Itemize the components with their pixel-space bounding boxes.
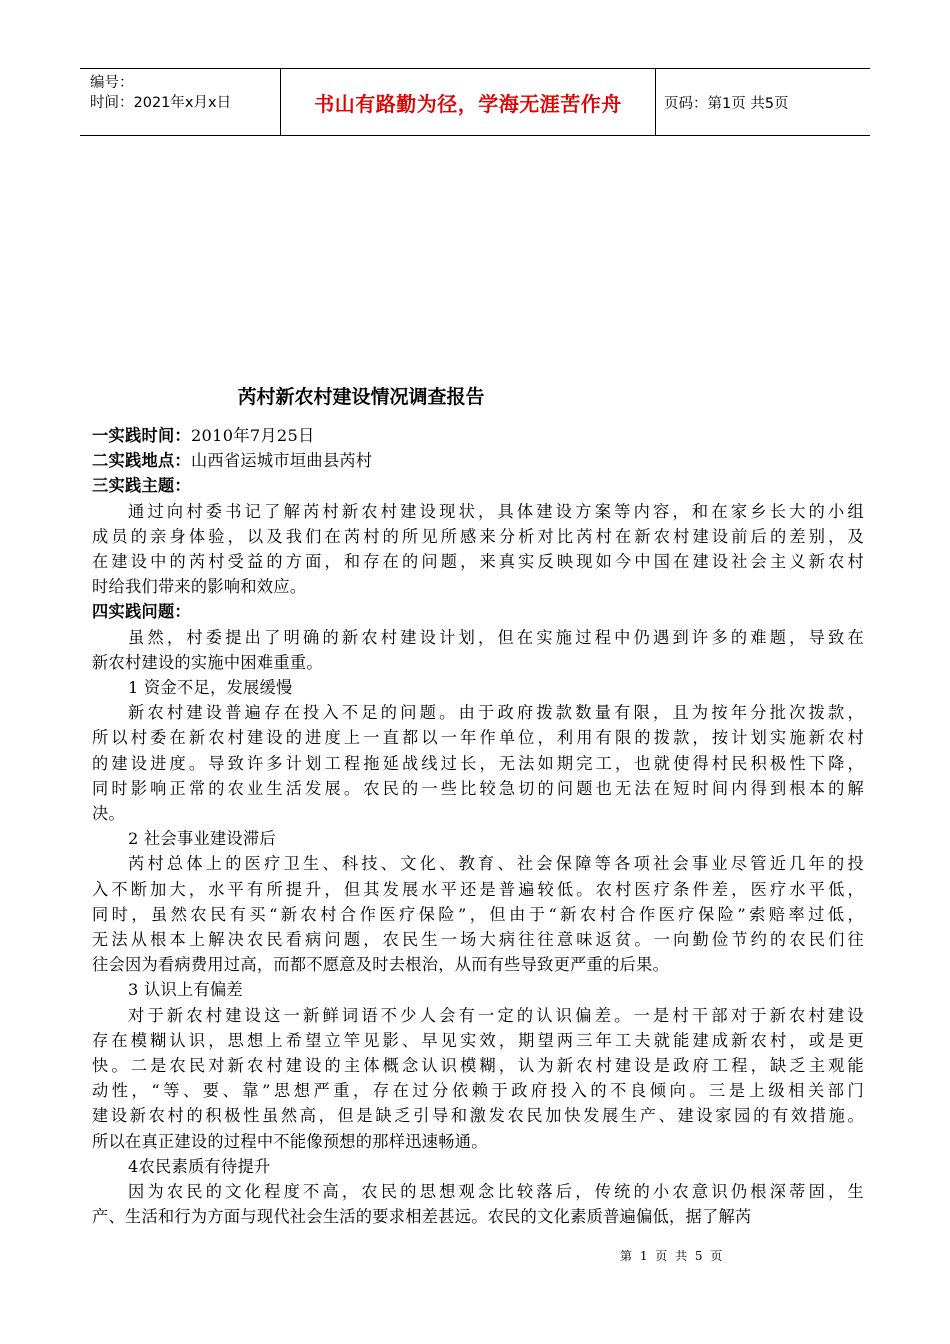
header-left-cell — [80, 69, 280, 135]
theme-line: 成员的亲身体验，以及我们在芮村的所见所感来分析对比芮村在新农村建设前后的差别，及 — [92, 526, 864, 546]
practice-time-label: 一实践时间： — [92, 426, 191, 445]
problem-section — [92, 675, 864, 826]
section-paragraph-line: 建设新农村的积极性虽然高，但是缺乏引导和激发农民加快发展生产、建设家园的有效措施。 — [92, 1106, 864, 1126]
problem-section — [92, 826, 864, 977]
section-paragraph-line: 芮村总体上的医疗卫生、科技、文化、教育、社会保障等各项社会事业尽管近几年的投 — [128, 854, 864, 874]
section-paragraph-line: 决。 — [92, 804, 125, 824]
problems-intro-line: 新农村建设的实施中困难重重。 — [92, 652, 323, 672]
practice-problems-label: 四实践问题： — [92, 602, 191, 622]
section-paragraph-line: 往会因为看病费用过高，而都不愿意及时去根治，从而有些导致更严重的后果。 — [92, 955, 670, 975]
practice-time-value: 2010年7月25日 — [190, 426, 315, 445]
header-motto: 书山有路勤为径，学海无涯苦作舟 — [280, 69, 656, 135]
section-paragraph-line: 所以村委在新农村建设的进度上一直都以一年作单位，利用有限的拨款，按计划实施新农村 — [92, 728, 864, 748]
header-page-info: 页码：第1页 共5页 — [664, 95, 789, 112]
section-paragraph-line: 因为农民的文化程度不高，农民的思想观念比较落后，传统的小农意识仍根深蒂固，生 — [128, 1182, 864, 1202]
section-heading: 1 资金不足，发展缓慢 — [128, 678, 293, 698]
section-paragraph-line: 同时影响正常的农业生活发展。农民的一些比较急切的问题也无法在短时间内得到根本的解 — [92, 778, 864, 798]
theme-line: 在建设中的芮村受益的方面，和存在的问题，来真实反映现如今中国在建设社会主义新农村 — [92, 552, 864, 572]
section-paragraph-line: 无法从根本上解决农民看病问题，农民生一场大病往往意味返贫。一向勤俭节约的农民们往 — [92, 930, 864, 950]
theme-line: 通过向村委书记了解芮村新农村建设现状，具体建设方案等内容，和在家乡长大的小组 — [128, 501, 864, 521]
problem-section — [92, 977, 864, 1153]
section-paragraph-line: 所以在真正建设的过程中不能像预想的那样迅速畅通。 — [92, 1131, 488, 1151]
document-time-label: 时间：2021年x月x日 — [90, 95, 232, 111]
problem-section — [92, 1154, 864, 1230]
practice-place-value: 山西省运城市垣曲县芮村 — [190, 451, 373, 471]
theme-paragraph — [92, 499, 864, 600]
page-header — [80, 68, 870, 136]
section-paragraph-line: 新农村建设普遍存在投入不足的问题。由于政府拨款数量有限，且为按年分批次拨款， — [128, 703, 864, 723]
page-footer: 第 1 页 共 5 页 — [620, 1249, 725, 1263]
section-paragraph-line: 快。二是农民对新农村建设的主体概念认识模糊，认为新农村建设是政府工程，缺乏主观能 — [92, 1056, 864, 1076]
practice-theme-label: 三实践主题： — [92, 476, 191, 496]
section-heading: 4农民素质有待提升 — [128, 1156, 271, 1176]
section-paragraph-line: 存在模糊认识，思想上希望立竿见影、早见实效，期望两三年工夫就能建成新农村，或是更 — [92, 1030, 864, 1050]
section-heading: 3 认识上有偏差 — [128, 980, 243, 1000]
practice-place-label: 二实践地点： — [92, 451, 191, 471]
problems-intro-line: 虽然，村委提出了明确的新农村建设计划，但在实施过程中仍遇到许多的难题，导致在 — [128, 627, 864, 647]
problem-sections — [92, 675, 864, 1229]
section-paragraph-line: 的建设进度。导致许多计划工程拖延战线过长，无法如期完工，也就使得村民积极性下降， — [92, 753, 864, 773]
document-title: 芮村新农村建设情况调查报告 — [237, 386, 485, 408]
section-paragraph-line: 对于新农村建设这一新鲜词语不少人会有一定的认识偏差。一是村干部对于新农村建设 — [128, 1005, 864, 1025]
practice-place-line — [92, 448, 864, 473]
document-number-label: 编号： — [90, 75, 134, 91]
problems-intro-paragraph — [92, 625, 864, 675]
section-paragraph-line: 动性，“等、要、靠”思想严重，存在过分依赖于政府投入的不良倾向。三是上级相关部门 — [92, 1081, 864, 1101]
section-paragraph-line: 同时，虽然农民有买“新农村合作医疗保险”，但由于“新农村合作医疗保险”索赔率过低， — [92, 904, 864, 924]
practice-time-line — [92, 423, 864, 448]
section-paragraph-line: 入不断加大，水平有所提升，但其发展水平还是普遍较低。农村医疗条件差，医疗水平低， — [92, 879, 864, 899]
theme-line: 时给我们带来的影响和效应。 — [92, 577, 307, 597]
section-paragraph-line: 产、生活和行为方面与现代社会生活的要求相差甚远。农民的文化素质普遍偏低，据了解芮 — [92, 1207, 752, 1227]
document-body — [92, 423, 864, 1230]
section-heading: 2 社会事业建设滞后 — [128, 829, 276, 849]
